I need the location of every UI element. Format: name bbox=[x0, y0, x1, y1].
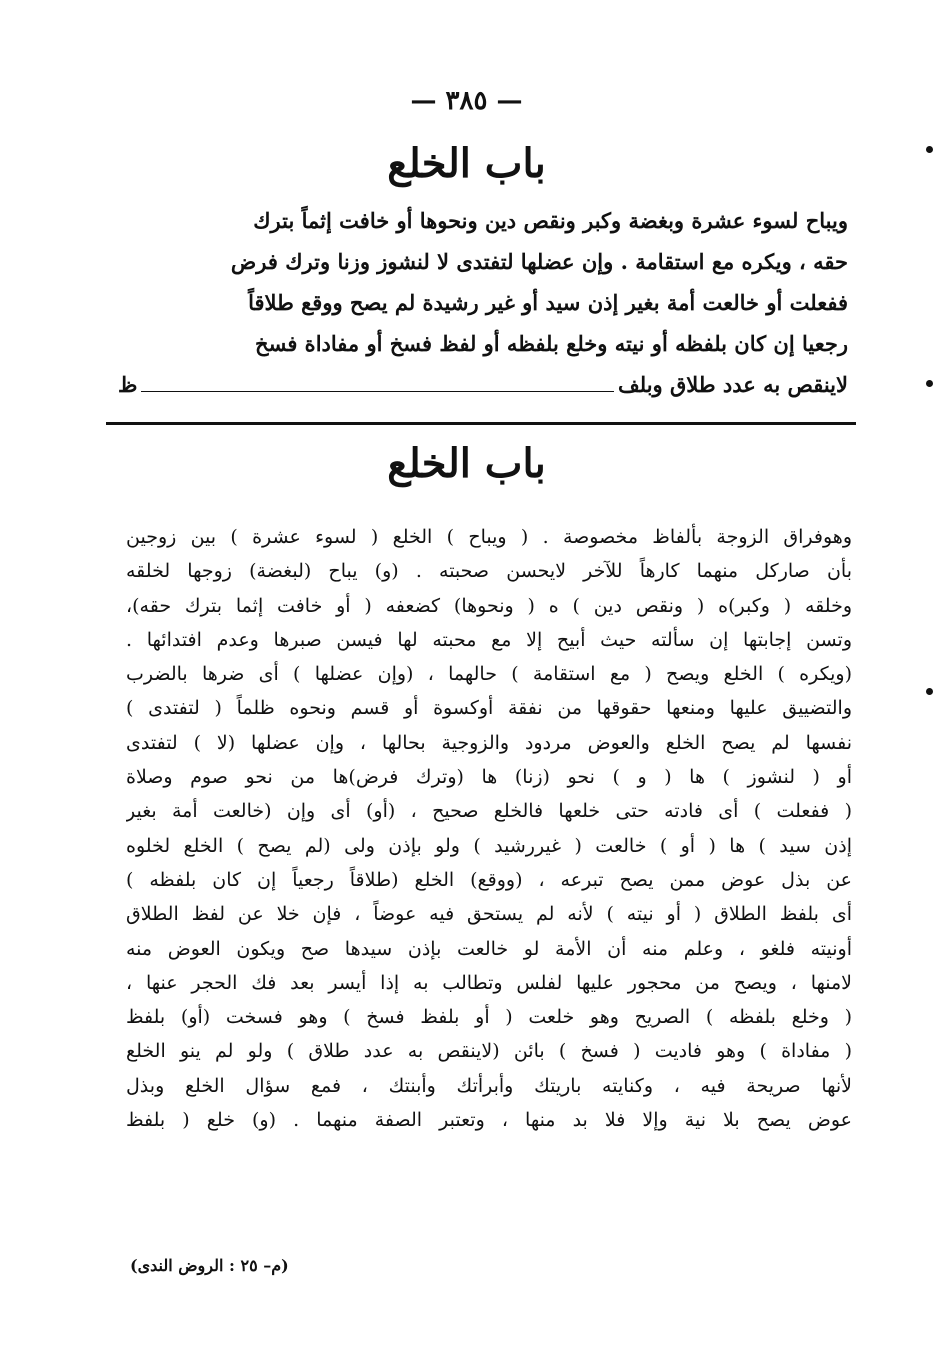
matn-last-line bbox=[118, 364, 848, 405]
matn-title: باب الخلع bbox=[387, 140, 546, 187]
sharh-line: ( ففعلت ) أى فادته حتى خلعها فالخلع صحيح ، (أو) أى وإن (خالعت أمة بغير bbox=[126, 800, 852, 823]
sharh-line: أى بلفظ الطلاق ( أو نيته ) لأنه لم يستحق فيه عوضاً ، فإن خلا عن لفظ الطلاق bbox=[126, 903, 852, 926]
sharh-line: نفسها لم يصح الخلع والعوض مردود والزوجية بحالها ، وإن عضلها (لا ) لتفتدى bbox=[126, 731, 852, 754]
page-number: — ٣٨٥ — bbox=[410, 86, 523, 116]
sharh-line: عوض يصح بلا نية وإلا فلا بد منها ، وتعتبر الصفة منهما . (و) خلع ( بلفظ bbox=[126, 1109, 852, 1132]
sharh-line: بأن صاركل منهما كارهاً للآخر لايحسن صحبته . (و) يباح (لبغضة) زوجها لخلقه bbox=[126, 560, 852, 583]
sharh-line: وهوفراق الزوجة بألفاظ مخصوصة . ( ويباح ) الخلع ( لسوء عشرة ) بين زوجين bbox=[126, 526, 852, 548]
sharh-line: وتسن إجابتها إن سألته حيث أبيح إلا مع محبته لها فيسن صبرها وعدم افتدائها . bbox=[126, 628, 852, 651]
matn-line: رجعيا إن كان بلفظه أو نيته وخلع بلفظه أو لفظ فسخ أو مفاداة فسخ bbox=[255, 331, 848, 356]
sharh-line: لامنها ، ويصح من محجور عليها لفلس وتطالب به إذا أيسر بعد فك الحجر عنها ، bbox=[126, 971, 852, 994]
sharh-line: ( وخلع بلفظه ) الصريح وهو خلعت ( أو بلفظ فسخ ) وهو فسخت (أو) بلفظ bbox=[126, 1006, 852, 1029]
sharh-line: أو ( لنشوز ) ها ( و ) نحو (زنا) ها (وترك فرض)ها من نحو صوم وصلاة bbox=[126, 766, 852, 789]
matn-last-line-end: ظ bbox=[118, 372, 138, 397]
sharh-line: ( مفاداة ) وهو فاديت ( فسخ ) بائن (لاينقص به عدد طلاق ) ولو لم ينو الخلع bbox=[126, 1040, 852, 1063]
sharh-line: وخلقه ( وكبر)ه ( ونقص دين ) ه ( ونحوها) كضعفه ( أو خافت إثما بترك حقه)، bbox=[126, 594, 852, 617]
sharh-text bbox=[126, 520, 852, 1137]
continuation-dash bbox=[141, 391, 614, 392]
matn-last-line-text: لاينقص به عدد طلاق وبلف bbox=[618, 372, 848, 397]
sharh-line: إذن سيد ) ها ( أو ) خالعت ( غيررشيد ) ولو بإذن ولى (لم يصح ) الخلع لخلوه bbox=[126, 834, 852, 857]
sharh-line: عن بذل عوض ممن يصح تبرعه ، (ووقع) الخلع (طلاقاً رجعياً إن كان بلفظه ) bbox=[126, 868, 852, 891]
sharh-line: (ويكره ) الخلع ويصح ( مع استقامة ) حالهما ، (وإن عضلها ) أى ضرها بالضرب bbox=[126, 663, 852, 686]
sharh-line: والتضييق عليها ومنعها حقوقها من نفقة أوكسوة أو قسم ونحوه ظلماً ( لتفتدى ) bbox=[126, 697, 852, 720]
margin-mark bbox=[926, 146, 933, 153]
margin-mark bbox=[926, 380, 933, 387]
matn-line: حقه ، ويكره مع استقامة . وإن عضلها لتفتدى لا لنشوز وزنا وترك فرض bbox=[230, 249, 848, 274]
margin-mark bbox=[926, 688, 933, 695]
section-divider bbox=[106, 422, 856, 425]
matn-line: ويباح لسوء عشرة وبغضة وكبر ونقص دين ونحوها أو خافت إثماً بترك bbox=[253, 208, 848, 233]
sharh-title: باب الخلع bbox=[387, 440, 546, 487]
matn-text bbox=[118, 200, 848, 405]
footer-signature: (م– ٢٥ : الروض الندى) bbox=[130, 1256, 289, 1275]
sharh-line: لأنها صريحة فيه ، وكنايته باريتك وأبرأتك وأبنتك ، فمع سؤال الخلع وبذل bbox=[126, 1074, 852, 1097]
sharh-line: أونيته فلغو ، وعلم منه أن الأمة لو خالعت بإذن سيدها صح ويكون العوض منه bbox=[126, 937, 852, 960]
matn-line: ففعلت أو خالعت أمة بغير إذن سيد أو غير رشيدة لم يصح ووقع طلاقاً bbox=[248, 290, 848, 315]
